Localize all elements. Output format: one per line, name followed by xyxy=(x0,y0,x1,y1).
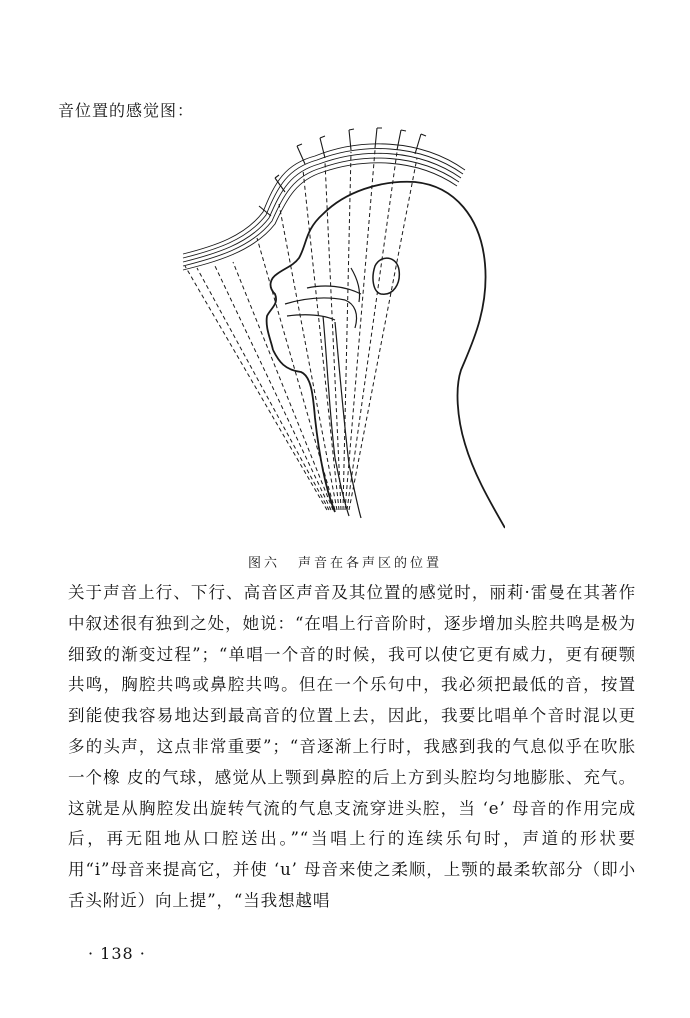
figure-caption xyxy=(0,552,690,571)
vocal-tract xyxy=(285,268,361,518)
resonance-lines xyxy=(185,150,417,510)
body-text xyxy=(68,578,636,917)
head-resonance-illustration xyxy=(175,118,505,538)
staff-arc xyxy=(183,144,465,270)
neck-front xyxy=(273,350,335,512)
page-number: · 138 · xyxy=(88,944,146,963)
ear xyxy=(373,258,399,294)
head-profile xyxy=(267,182,505,528)
note-stems xyxy=(259,128,426,216)
figure-caption-text: 声音在各声区的位置 xyxy=(298,556,443,571)
intro-text: 音位置的感觉图： xyxy=(58,101,195,120)
figure-number: 图六 xyxy=(247,556,280,571)
body-paragraph: 关于声音上行、下行、高音区声音及其位置的感觉时，丽莉·雷曼在其著作中叙述很有独到之处，她说：“在唱上行音阶时，逐步增加头腔共鸣是极为细致的渐变过程”；“单唱一个音的时候，我可以使它更有威力，更有硬颚共鸣，胸腔共鸣或鼻腔共鸣。但在一个乐句中，我必须把最低的音，按置到能使我容易地达到最高音的位置上去，因此，我要比唱单个音时混以更多的头声，这点非常重要”；“音逐渐上行时，我感到我的气息似乎在吹胀一个橡 皮的气球，感觉从上颚到鼻腔的后上方到头腔均匀地膨胀、充气。这就是从胸腔发出旋转气流的气息支流穿进头腔，当 ‘e’ 母音的作用完成后，再无阻地从口腔送出。”“当唱上行的连续乐句时，声道的形状要用“i”母音来提高它，并使 ‘u’ 母音来使之柔顺，上颚的最柔软部分（即小舌头附近）向上提”，“当我想越唱 xyxy=(68,583,636,910)
